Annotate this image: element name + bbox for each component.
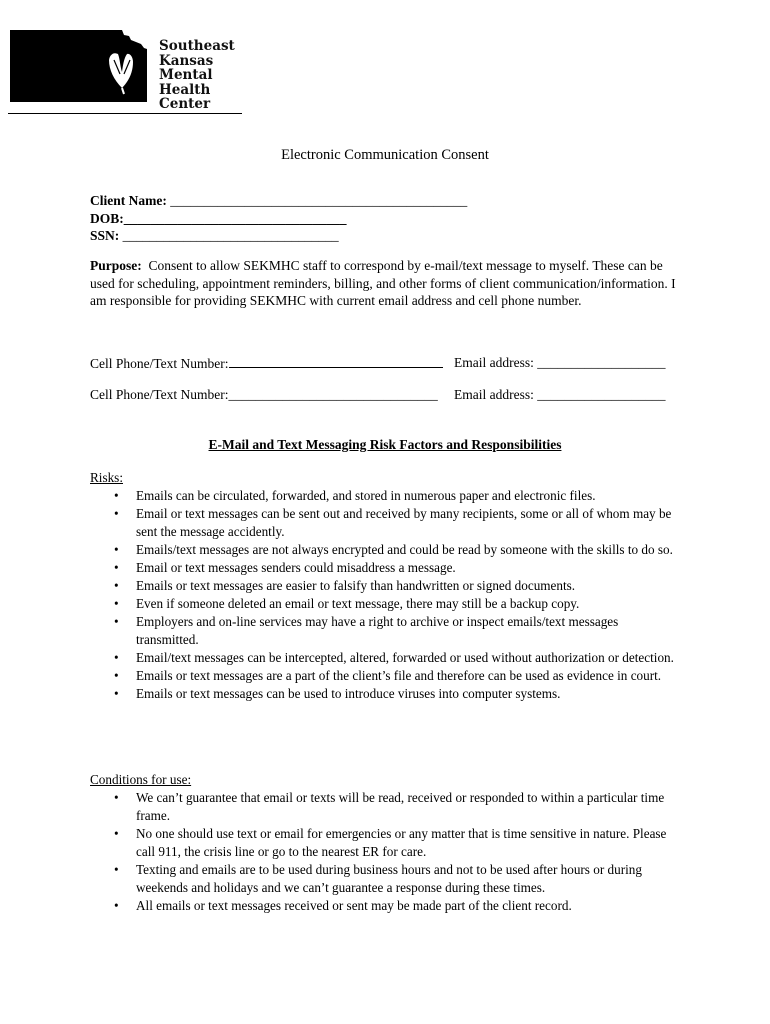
bullet-icon: • (114, 578, 119, 593)
client-name-blank[interactable]: ____________________________________________ (170, 193, 468, 208)
dob-field[interactable] (90, 210, 467, 228)
email-field-2[interactable] (454, 387, 665, 403)
risk-text: Even if someone deleted an email or text message, there may still be a backup copy. (136, 596, 580, 611)
ssn-field[interactable] (90, 227, 467, 245)
logo-line-1: Southeast (159, 38, 235, 54)
bullet-icon: • (114, 826, 119, 841)
ssn-label: SSN: (90, 228, 120, 243)
email-field-1[interactable] (454, 355, 665, 371)
ssn-blank[interactable]: ________________________________ (122, 228, 339, 243)
condition-text: We can’t guarantee that email or texts will be read, received or responded to within a particular time frame. (136, 790, 665, 823)
risk-text: Emails/text messages are not always encrypted and could be read by someone with the skills to do so. (136, 542, 673, 557)
cell-phone-label-2: Cell Phone/Text Number: (90, 387, 229, 402)
risk-text: Email/text messages can be intercepted, altered, forwarded or used without authorization or detection. (136, 650, 674, 665)
contact-row-2 (90, 387, 690, 403)
header-divider (8, 113, 242, 114)
bullet-icon: • (114, 506, 119, 521)
conditions-list (90, 789, 680, 915)
risks-heading: Risks: (90, 470, 123, 485)
client-name-label: Client Name: (90, 193, 167, 208)
list-item (90, 667, 680, 685)
bullet-icon: • (114, 488, 119, 503)
conditions-heading: Conditions for use: (90, 772, 192, 787)
purpose-paragraph (90, 257, 680, 310)
logo-line-2: Kansas (159, 52, 214, 69)
cell-phone-input-line[interactable] (229, 355, 443, 368)
list-item (90, 487, 680, 505)
email-blank[interactable]: ___________________ (537, 355, 666, 370)
bullet-icon: • (114, 898, 119, 913)
risks-section (90, 469, 680, 703)
contact-row-1 (90, 355, 690, 372)
condition-text: All emails or text messages received or sent may be made part of the client record. (136, 898, 572, 913)
logo-wordmark (159, 39, 250, 112)
list-item (90, 613, 680, 649)
list-item (90, 505, 680, 541)
risk-text: Emails or text messages are a part of the client’s file and therefore can be used as evidence in court. (136, 668, 662, 683)
bullet-icon: • (114, 542, 119, 557)
risk-text: Email or text messages can be sent out and received by many recipients, some or all of whom may be sent the message accidently. (136, 506, 672, 539)
bullet-icon: • (114, 614, 119, 629)
risk-text: Email or text messages senders could misaddress a message. (136, 560, 456, 575)
purpose-text: Consent to allow SEKMHC staff to correspond by e-mail/text message to myself. These can be used for scheduling, appointment reminders, billing, and other forms of client communication/information. I am responsible for providing SEKMHC with current email address and cell phone number. (90, 258, 676, 308)
logo-line-4: Center (159, 96, 211, 112)
cell-phone-blank-2[interactable]: _______________________________ (228, 387, 438, 402)
cell-phone-label: Cell Phone/Text Number: (90, 356, 229, 371)
conditions-section (90, 771, 680, 915)
condition-text: No one should use text or email for emergencies or any matter that is time sensitive in nature. Please call 911, the crisis line or go to the nearest ER for care. (136, 826, 667, 859)
list-item (90, 595, 680, 613)
list-item (90, 649, 680, 667)
email-blank-2[interactable]: ___________________ (537, 387, 666, 402)
email-label: Email address: (454, 355, 534, 370)
list-item (90, 577, 680, 595)
bullet-icon: • (114, 650, 119, 665)
bullet-icon: • (114, 862, 119, 877)
dob-label: DOB: (90, 210, 124, 226)
list-item (90, 897, 680, 915)
bullet-icon: • (114, 560, 119, 575)
bullet-icon: • (114, 596, 119, 611)
list-item (90, 559, 680, 577)
risk-text: Emails can be circulated, forwarded, and stored in numerous paper and electronic files. (136, 488, 596, 503)
list-item (90, 861, 680, 897)
bullet-icon: • (114, 686, 119, 701)
risks-list (90, 487, 680, 703)
list-item (90, 685, 680, 703)
client-name-field[interactable] (90, 192, 467, 210)
bullet-icon: • (114, 668, 119, 683)
kansas-map-logo-icon (10, 30, 150, 102)
email-label-2: Email address: (454, 387, 534, 402)
risk-factors-heading: E-Mail and Text Messaging Risk Factors and Responsibilities (208, 437, 562, 452)
risk-text: Emails or text messages are easier to falsify than handwritten or signed documents. (136, 578, 576, 593)
risk-text: Emails or text messages can be used to introduce viruses into computer systems. (136, 686, 561, 701)
client-info-fields (90, 192, 467, 245)
bullet-icon: • (114, 790, 119, 805)
logo-line-3: Mental Health (159, 67, 213, 98)
sekmhc-logo (10, 30, 250, 112)
page-title: Electronic Communication Consent (281, 147, 489, 163)
condition-text: Texting and emails are to be used during business hours and not to be used after hours or during weekends and holidays and we can’t guarantee a response during these times. (136, 862, 642, 895)
list-item (90, 789, 680, 825)
list-item (90, 825, 680, 861)
dob-blank[interactable]: _________________________________ (123, 210, 347, 226)
risk-text: Employers and on-line services may have a right to archive or inspect emails/text messages transmitted. (136, 614, 619, 647)
purpose-label: Purpose: (90, 258, 142, 273)
list-item (90, 541, 680, 559)
